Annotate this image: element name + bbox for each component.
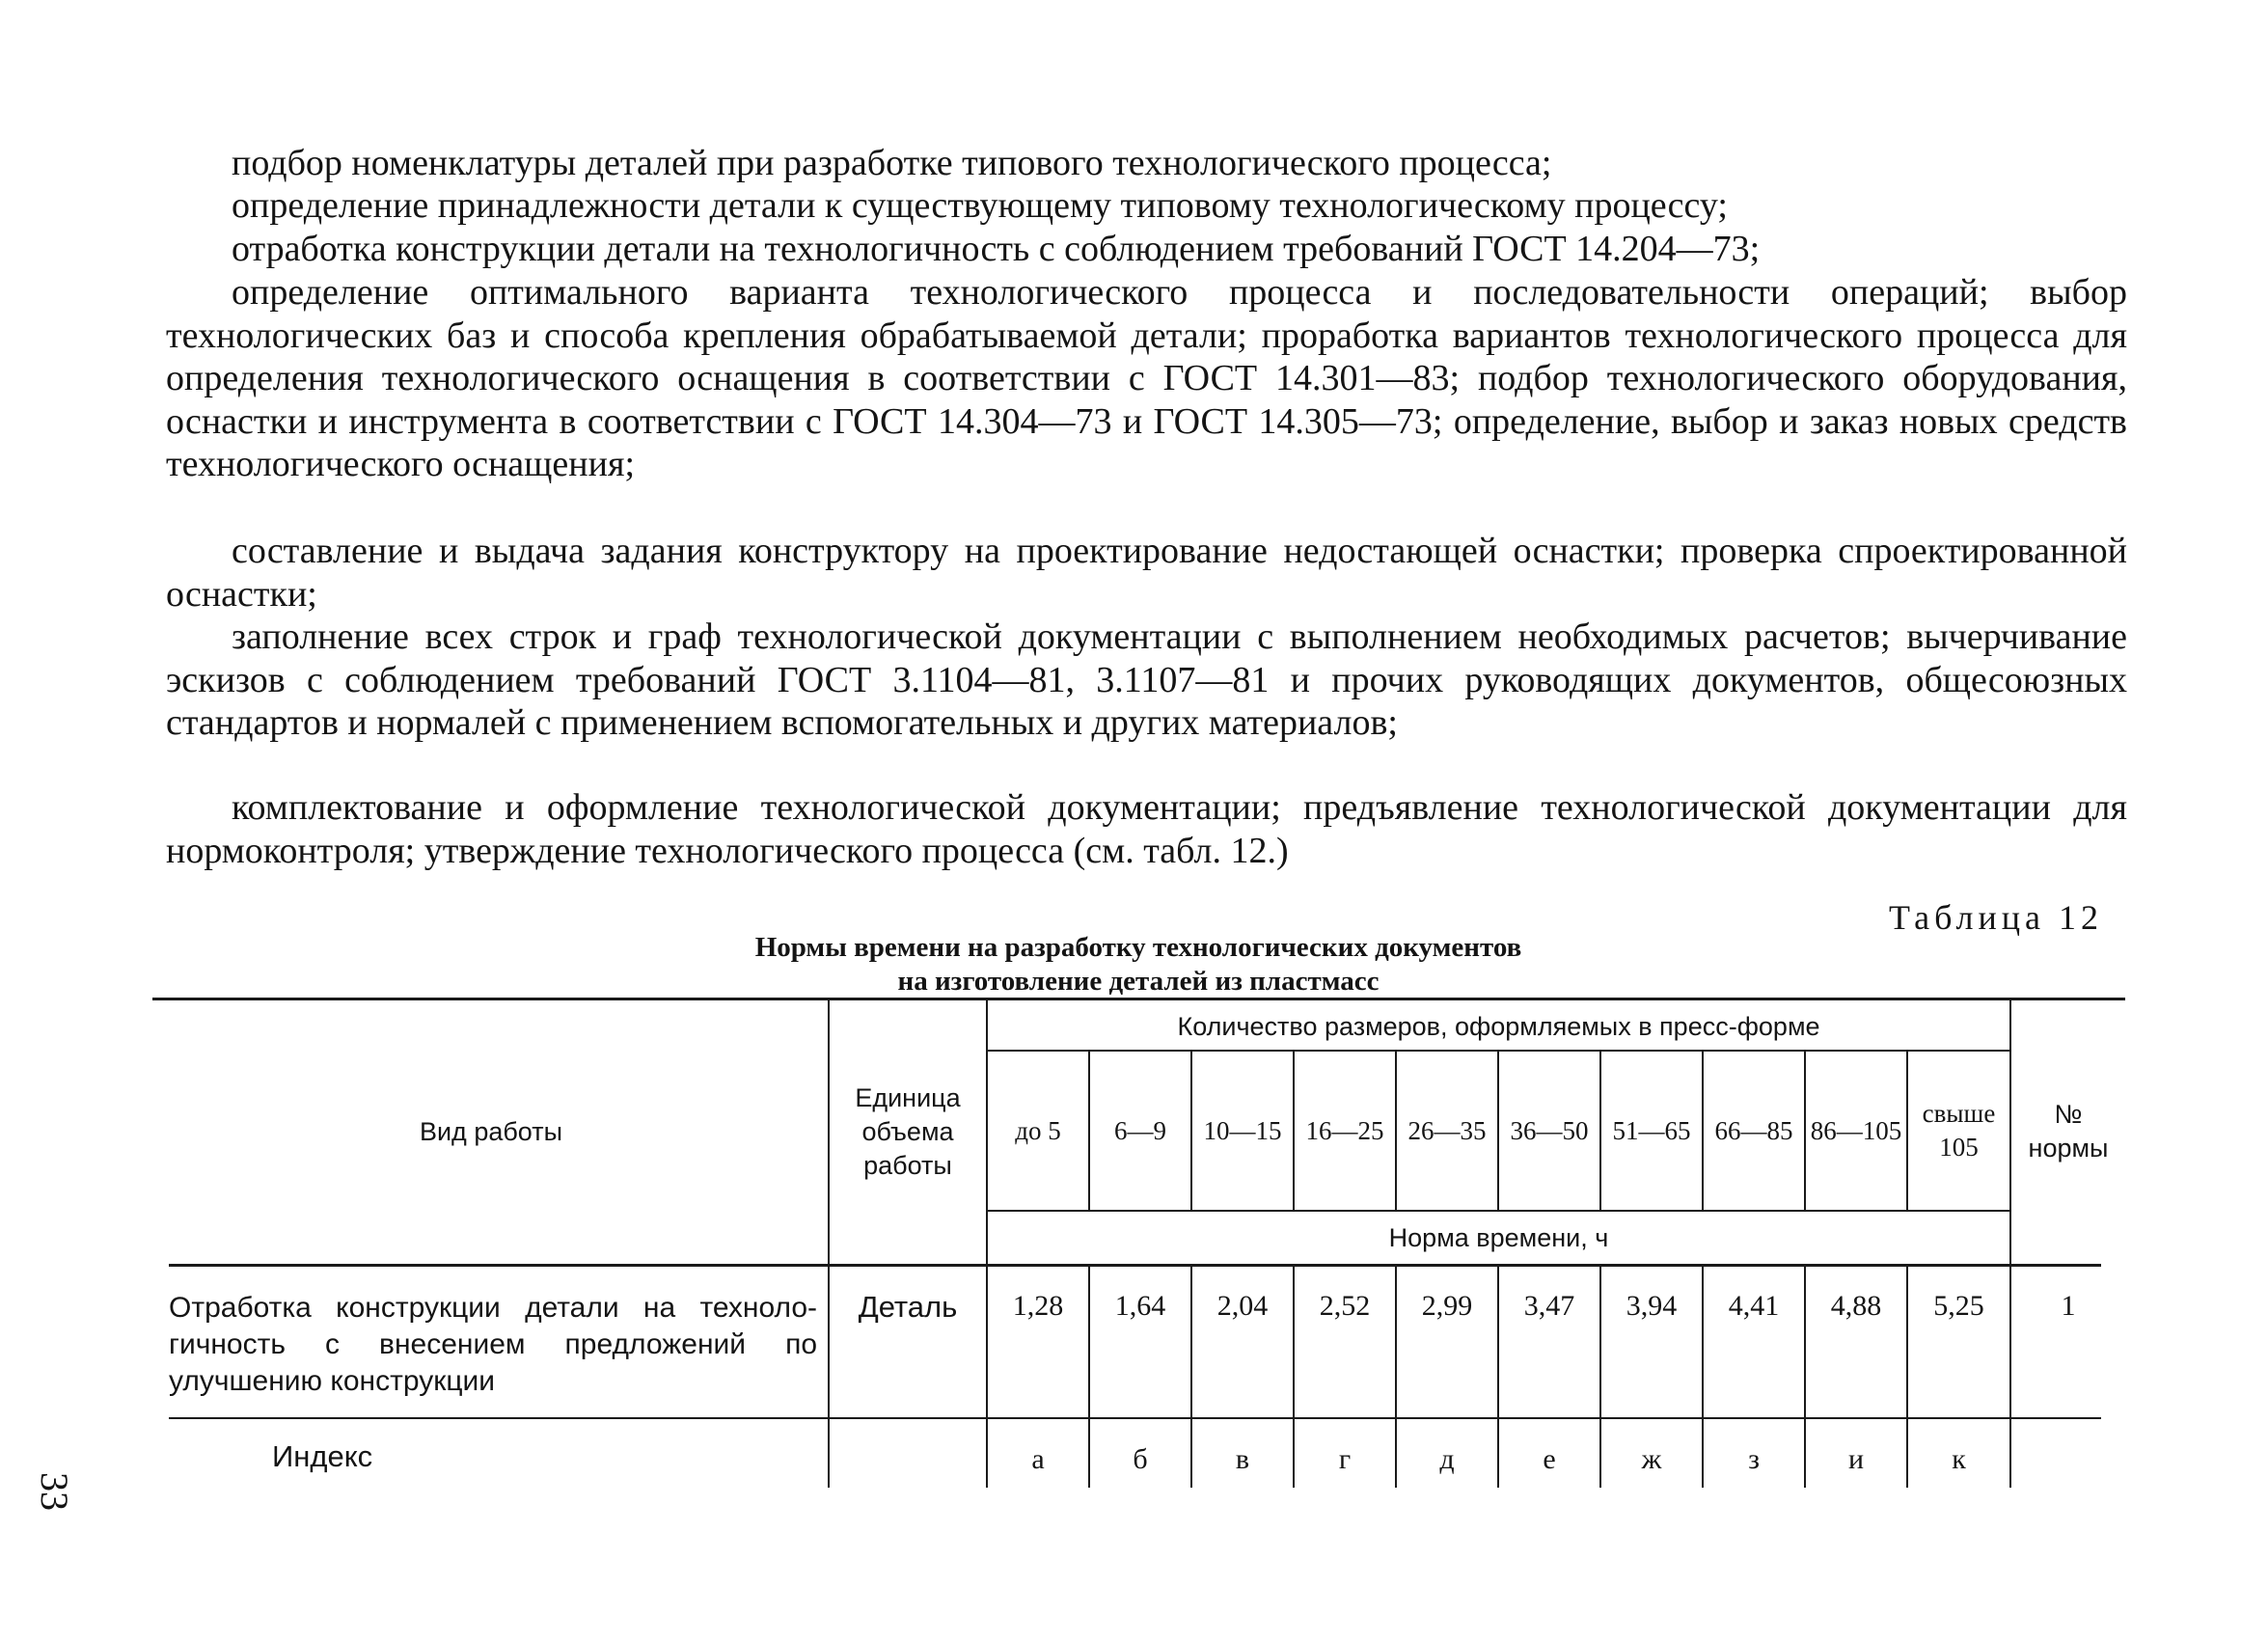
range-header: 66—85 <box>1714 1115 1793 1145</box>
norm-number: 1 <box>2061 1290 2076 1322</box>
norm-value: 5,25 <box>1933 1290 1984 1322</box>
norm-value: 2,04 <box>1216 1290 1269 1322</box>
norm-value: 2,52 <box>1319 1290 1371 1322</box>
header-unit: Единица объема работы <box>855 1082 961 1180</box>
header-work-type: Вид работы <box>419 1116 563 1146</box>
index-label: Индекс <box>272 1439 373 1473</box>
index-letter: з <box>1748 1443 1760 1475</box>
range-header: 36—50 <box>1510 1115 1589 1145</box>
table-title-line-2: на изготовление деталей из пластмасс <box>897 966 1380 997</box>
index-letter: б <box>1133 1443 1148 1475</box>
header-bottom-rule <box>169 1264 2101 1267</box>
norm-value: 3,94 <box>1626 1290 1678 1322</box>
paragraph-4: определение оптимального варианта технологического процесса и последовательности операций; выбор технологических баз и способа крепления обрабатываемой детали; проработка вариантов технологического процесса для определения технологического оснащения в соответствии с ГОСТ 14.301—83; подбор технологического оборудования, оснастки и инструмента в соответствии с ГОСТ 14.304—73 и ГОСТ 14.305—73; определение, выбор и заказ новых средств технологического оснащения; <box>166 272 2127 484</box>
index-letter: а <box>1031 1443 1045 1475</box>
paragraph-2: определение принадлежности детали к существующему типовому технологическому процессу; <box>232 185 1728 226</box>
range-header: 51—65 <box>1612 1115 1691 1145</box>
range-header: свыше 105 <box>1922 1099 1996 1162</box>
header-norm-no: № нормы <box>2028 1100 2109 1163</box>
paragraph-5: составление и выдача задания конструктору на проектирование недостающей оснастки; проверка спроектированной оснастки; <box>166 531 2127 615</box>
index-letter: е <box>1543 1443 1556 1475</box>
index-letter: д <box>1439 1443 1455 1475</box>
paragraph-1: подбор номенклатуры деталей при разработке типового технологического процесса; <box>232 143 1552 183</box>
index-letter: в <box>1235 1443 1250 1475</box>
row-work-description: Отработка конструкции детали на техноло-гичность с внесением предложений по улучшению конструкции <box>169 1292 817 1397</box>
paragraph-7: комплектование и оформление технологической документации; предъявление технологической документации для нормоконтроля; утверждение технологического процесса (см. табл. 12.) <box>166 787 2127 871</box>
header-sizes-group: Количество размеров, оформляемых в пресс-форме <box>1177 1011 1820 1041</box>
range-header: 86—105 <box>1810 1115 1902 1145</box>
table-label: Таблица 12 <box>1889 898 2103 937</box>
index-letter: г <box>1338 1443 1352 1475</box>
norm-value: 2,99 <box>1421 1290 1473 1322</box>
norm-value: 3,47 <box>1523 1290 1575 1322</box>
row-unit: Деталь <box>858 1290 958 1324</box>
table-title-line-1: Нормы времени на разработку технологических документов <box>754 932 1522 963</box>
norm-value: 1,28 <box>1012 1290 1064 1322</box>
index-letter: и <box>1847 1443 1865 1475</box>
range-header: 6—9 <box>1114 1115 1166 1145</box>
index-letter: ж <box>1641 1443 1662 1475</box>
header-norm-time: Норма времени, ч <box>1388 1222 1609 1252</box>
index-letter: к <box>1952 1443 1966 1475</box>
norm-value: 4,41 <box>1728 1290 1780 1322</box>
range-header: до 5 <box>1015 1115 1061 1145</box>
norm-value: 4,88 <box>1830 1290 1882 1322</box>
range-header: 10—15 <box>1203 1115 1282 1145</box>
range-header: 26—35 <box>1407 1115 1487 1145</box>
norm-value: 1,64 <box>1114 1290 1166 1322</box>
row-separator-rule <box>169 1417 2101 1419</box>
range-header: 16—25 <box>1305 1115 1384 1145</box>
paragraph-3: отработка конструкции детали на технологичность с соблюдением требований ГОСТ 14.204—73; <box>232 229 1761 269</box>
paragraph-6: заполнение всех строк и граф технологической документации с выполнением необходимых расчетов; вычерчивание эскизов с соблюдением требований ГОСТ 3.1104—81, 3.1107—81 и прочих руководящих документов, общесоюзных стандартов и нормалей с применением вспомогательных и других материалов; <box>166 616 2127 743</box>
page-number: 33 <box>33 1472 76 1511</box>
table-title <box>675 931 1601 999</box>
